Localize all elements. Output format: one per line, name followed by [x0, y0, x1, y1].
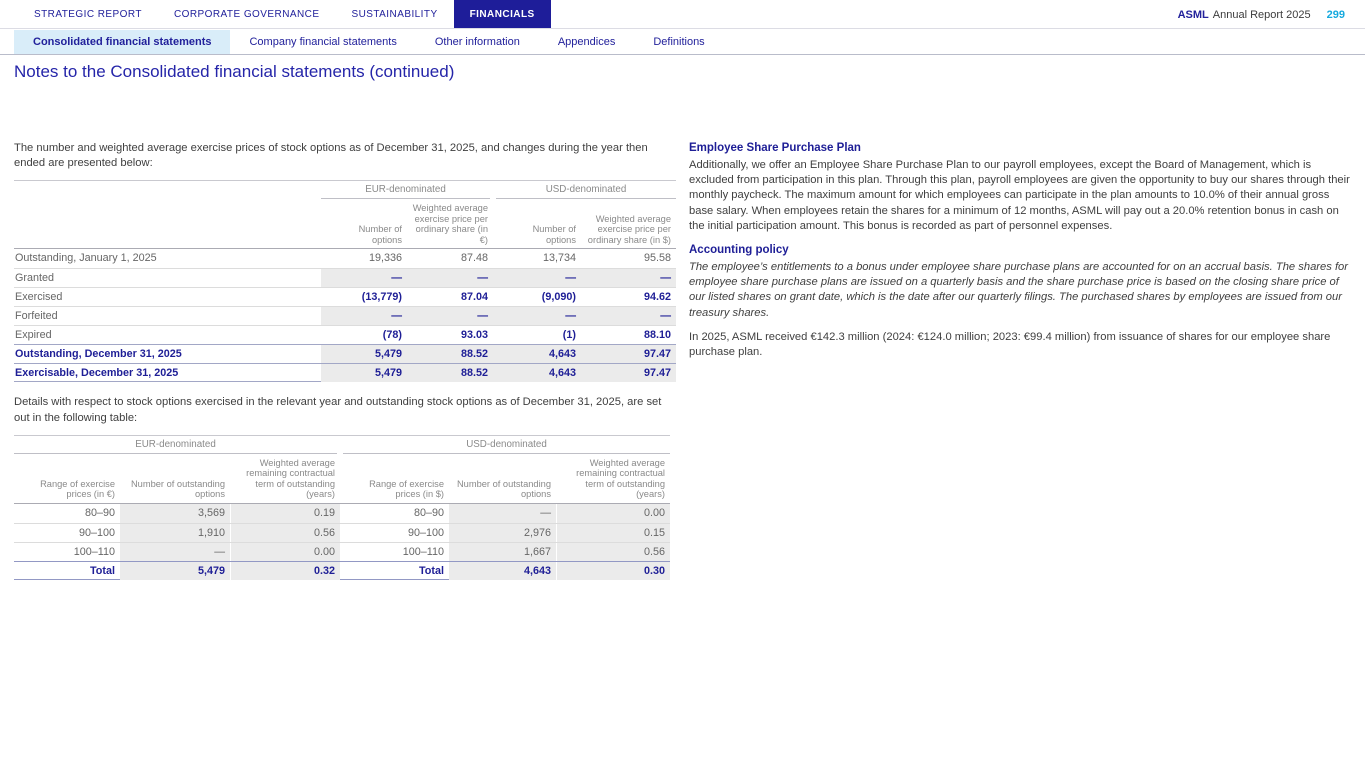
table-column-header-row [14, 452, 670, 504]
espp-proceeds-paragraph: In 2025, ASML received €142.3 million (2024: €124.0 million; 2023: €99.4 million) from issuance of shares for our employee share purchase plan. [689, 330, 1331, 359]
table-group-header-row [14, 180, 676, 197]
table-row: Outstanding, January 1, 2025 19,336 87.48 13,734 95.58 [15, 252, 671, 265]
subtab-definitions[interactable]: Definitions [653, 36, 705, 48]
tab-corporate-governance[interactable]: CORPORATE GOVERNANCE [173, 8, 320, 20]
column-header: Number of outstanding options [456, 478, 551, 500]
table-column-header-row [14, 197, 676, 249]
tab-sustainability[interactable]: SUSTAINABILITY [351, 8, 438, 20]
tab-strategic-report[interactable]: STRATEGIC REPORT [34, 8, 142, 20]
top-nav-items [18, 0, 551, 28]
exercise-price-ranges-table [14, 435, 670, 580]
table-total-row: Total 5,479 0.32 Total 4,643 0.30 [14, 561, 670, 580]
stock-options-movements-table [14, 180, 676, 382]
column-header: Weighted average remaining contractual term of outstanding (years) [576, 457, 665, 500]
table-row: 80–90 3,569 0.19 80–90 — 0.00 [14, 504, 670, 523]
intro-paragraph: The number and weighted average exercise prices of stock options as of December 31, 2025, and changes during the year then ended are presented below: [14, 142, 648, 170]
table-row: Granted — — — — [14, 268, 676, 287]
group-header-usd: USD-denominated [343, 439, 670, 454]
table-row: 100–110 — 0.00 100–110 1,667 0.56 [14, 542, 670, 561]
subtab-other-information[interactable]: Other information [434, 36, 520, 48]
column-header: Weighted average exercise price per ordinary share (in $) [587, 213, 671, 245]
details-paragraph: Details with respect to stock options exercised in the relevant year and outstanding stock options as of December 31, 2025, are set out in the following table: [14, 396, 662, 424]
brand-logo-text: ASML [1177, 8, 1209, 21]
group-header-eur: EUR-denominated [14, 439, 337, 454]
page-number: 299 [1326, 8, 1345, 21]
tab-financials[interactable]: FINANCIALS [454, 0, 551, 28]
column-header: Weighted average exercise price per ordinary share (in €) [412, 203, 488, 245]
subtab-appendices[interactable]: Appendices [557, 36, 616, 48]
group-header-usd: USD-denominated [496, 184, 676, 199]
table-row: Forfeited — — — — [14, 306, 676, 325]
section-heading-accounting-policy: Accounting policy [689, 244, 789, 257]
subtab-consolidated-financial-statements[interactable]: Consolidated financial statements [14, 30, 230, 54]
left-column [14, 141, 676, 580]
table-row: Exercisable, December 31, 2025 5,479 88.52 4,643 97.47 [14, 363, 676, 382]
sub-navigation [0, 30, 1365, 55]
top-navigation [0, 0, 1365, 29]
sub-nav-items [14, 30, 724, 54]
report-title: Annual Report 2025 [1212, 8, 1311, 21]
table-row: 90–100 1,910 0.56 90–100 2,976 0.15 [14, 523, 670, 542]
column-header: Number of outstanding options [130, 478, 225, 500]
column-header: Number of options [358, 224, 402, 245]
espp-paragraph: Additionally, we offer an Employee Share Purchase Plan to our payroll employees, except the Board of Management, which is excluded from participation in this plan. Through this plan, payroll employees are given the opportunity to buy our shares through their monthly paycheck. The maximum amount for which employees can participate in the plan amounts to 10.0% of their annual gross base salary. When employees retain the shares for a minimum of 12 months, ASML will pay out a 20.0% retention bonus in cash on the initial participation amount. This bonus is recorded as part of personnel expenses. [689, 159, 1350, 232]
column-header: Weighted average remaining contractual term of outstanding (years) [246, 457, 335, 500]
table-row: Outstanding, December 31, 2025 5,479 88.52 4,643 97.47 [14, 344, 676, 363]
table-group-header-row [14, 435, 670, 452]
table-row: Exercised (13,779) 87.04 (9,090) 94.62 [14, 287, 676, 306]
section-heading-espp: Employee Share Purchase Plan [689, 142, 861, 154]
report-header-meta [1178, 0, 1345, 29]
right-column [689, 141, 1351, 369]
table-row: Expired (78) 93.03 (1) 88.10 [14, 325, 676, 344]
column-header: Range of exercise prices (in $) [369, 478, 444, 500]
accounting-policy-paragraph: The employee’s entitlements to a bonus under employee share purchase plans are accounted for on an accrual basis. The shares for employee share purchase plans are issued on a quarterly basis and the share purchase price is based on the closing share price of our listed shares on grant date, which is the date after our quarterly filings. The purchased shares by employees are issued from our treasury shares. [689, 261, 1348, 319]
column-header: Range of exercise prices (in €) [40, 478, 115, 500]
column-header: Number of options [532, 224, 576, 245]
subtab-company-financial-statements[interactable]: Company financial statements [249, 36, 397, 48]
group-header-eur: EUR-denominated [321, 184, 490, 199]
page-title: Notes to the Consolidated financial statements (continued) [14, 62, 455, 81]
